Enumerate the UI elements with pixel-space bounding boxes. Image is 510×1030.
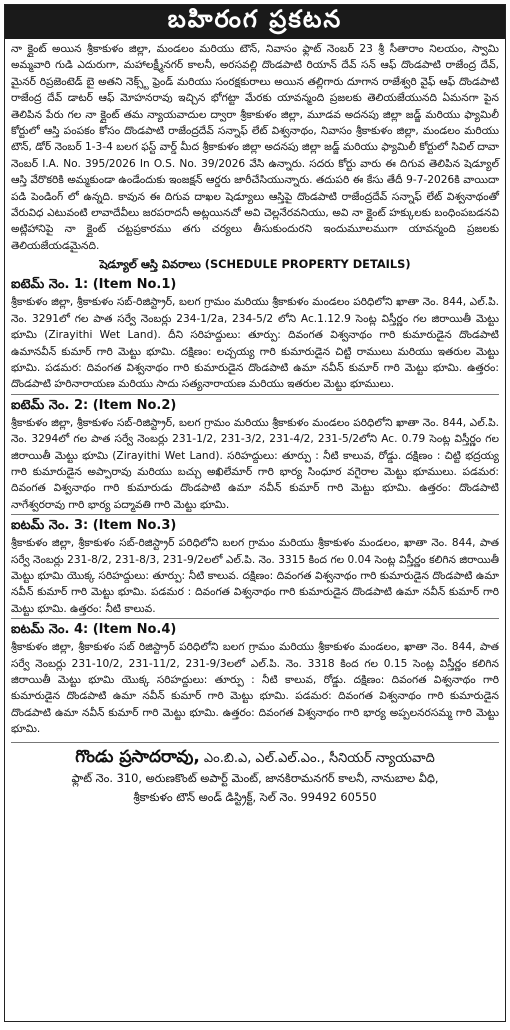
item-3-body: శ్రీకాకుళం జిల్లా, శ్రీకాకుళం సబ్-రిజిస్ట్రార్ పరిధిలోని బలగ గ్రామం మరియు శ్రీకాకుళం మండలం, ఖాతా నెం. 844, పాత సర్వే నెంబర్లు 231-8/2, 231-8/3, 231-9/2లలో ఎల్.పి. నెం. 3315 కింద గల 0.04 సెంట్ల విస్తీర్ణం కలిగిన జిరాయితీ మెట్టు భూమి యొక్క సరిహద్దులు: తూర్పు: నీటి కాలువ. దక్షిణం: దివంగత విశ్వనాథం గారి కుమారుడైన దొండపాటి ఉమా నవీన్ కుమార్ గారి మెట్టు భూమి. పడమర : దివంగత విశ్వనాథం గారి కుమారుడైన దొండపాటి ఉమా నవీన్ కుమార్ గారి మెట్టు భూమి. ఉత్తరం: నీటి కాలువ.	[11, 537, 499, 615]
item-2-heading: ఐటెమ్ నెం. 2: (Item No.2)	[11, 394, 499, 415]
item-1-heading: ఐటెమ్ నెం. 1: (Item No.1)	[11, 277, 177, 293]
advocate-name: గొండు ప్రసాదరావు,	[75, 746, 200, 767]
item-4-heading: ఐటమ్ నెం. 4: (Item No.4)	[11, 618, 499, 639]
item-3-heading: ఐటమ్ నెం. 3: (Item No.3)	[11, 514, 499, 535]
schedule-title: షెడ్యూల్ ఆస్తి వివరాలు (SCHEDULE PROPERTY DETAILS)	[99, 257, 411, 272]
notice-title: బహిరంగ ప్రకటన	[5, 5, 505, 39]
advocate-credentials: ఎం.బి.ఎ, ఎల్.ఎల్.ఎం., సీనియర్ న్యాయవాది	[199, 750, 435, 766]
advocate-signature	[11, 742, 499, 807]
item-2-body: శ్రీకాకుళం జిల్లా, శ్రీకాకుళం సబ్-రిజిస్ట్రార్, బలగ గ్రామం మరియు శ్రీకాకుళం మండలం పరిధిలోని ఖాతా నెం. 844, ఎల్.పి. నెం. 3294లో గల పాత సర్వే నెంబర్లు 231-1/2, 231-3/2, 231-4/2, 231-5/2లోని Ac. 0.79 సెంట్ల విస్తీర్ణం గల జిరాయితీ మెట్టు భూమి (Zirayithi Wet Land). సరిహద్దులు: తూర్పు : నీటి కాలువ, రోడ్డు. దక్షిణం : చిట్టి భద్రయ్య గారి కుమారుడైన అప్పారావు మరియు బచ్చు అఖిలేమార్ గారి భార్య సింధూర వగైరాల మెట్టు భూములు. పడమర: దివంగత విశ్వనాథం గారి కుమారుడు దొండపాటి ఉమా నవీన్ కుమార్ గారి మెట్టు భూమి. ఉత్తరం: దొండపాటి నాగేశ్వరరావు గారి భార్య పద్మావతి గారి మెట్టు భూమి.	[11, 416, 499, 511]
notice-content	[5, 39, 505, 807]
advocate-address-line-2: శ్రీకాకుళం టౌన్ అండ్ డిస్ట్రిక్ట్, సెల్ నెం. 99492 60550	[133, 789, 377, 804]
advocate-name-line	[11, 745, 499, 769]
advocate-address-line-1: ఫ్లాట్ నెం. 310, అరుణకొంట్ అపార్ట్ మెంట్, జానకిరామనగర్ కాలనీ, నానుబాల వీధి,	[71, 770, 439, 785]
item-1-body: శ్రీకాకుళం జిల్లా, శ్రీకాకుళం సబ్-రిజిస్ట్రార్, బలగ గ్రామం మరియు శ్రీకాకుళం మండలం పరిధిలోని ఖాతా నెం. 844, ఎల్.పి. నెం. 3291లో గల పాత సర్వే నెంబర్లు 234-1/2a, 234-5/2 లోని Ac.1.12.9 సెంట్ల విస్తీర్ణం గల జిరాయితీ మెట్టు భూమి (Zirayithi Wet Land). దీని సరిహద్దులు: తూర్పు: దివంగత విశ్వనాథం గారి కుమారుడైన దొండపాటి ఉమానవీన్ కుమార్ గారి మెట్టు భూమి. దక్షిణం: లచ్చయ్య గారి కుమారుడైన చిట్టి రాములు మరియు ఇతరుల మెట్టు భూమి. పడమర: దివంగత విశ్వనాథం గారి కుమారుడైన దొండపాటి ఉమా నవీన్ కుమార్ గారి మెట్టు భూమి. ఉత్తరం: దొండపాటి హరినారాయణ మరియు సాదు సత్యనారాయణ మరియు ఇతరుల మెట్టు భూములు.	[11, 296, 499, 391]
item-4-body: శ్రీకాకుళం జిల్లా, శ్రీకాకుళం సబ్ రిజిస్ట్రార్ పరిధిలోని బలగ గ్రామం మరియు శ్రీకాకుళం మండలం, ఖాతా నెం. 844, పాత సర్వే నెంబర్లు 231-10/2, 231-11/2, 231-9/3లలో ఎల్.పి. నెం. 3318 కింద గల 0.15 సెంట్ల విస్తీర్ణం కలిగిన జిరాయితీ మెట్టు భూమి యొక్క సరిహద్దులు: తూర్పు : నీటి కాలువ, రోడ్డు. దక్షిణం: దివంగత విశ్వనాథం గారి కుమారుడైన దొండపాటి ఉమా నవీన్ కుమార్ గారి మెట్టు భూమి. పడమర: దివంగత విశ్వనాథం గారి కుమారుడైన దొండపాటి ఉమా నవీన్ కుమార్ గారి మెట్టు భూమి. ఉత్తరం: దివంగత విశ్వనాథం గారి భార్య అప్పలనరసమ్మ గారి మెట్టు భూమి.	[11, 641, 499, 736]
public-notice	[4, 4, 506, 1022]
notice-intro-paragraph: నా క్లైంట్ అయిన శ్రీకాకుళం జిల్లా, మండలం మరియు టౌన్, నివాసం ఫ్లాట్ నెంబర్ 23 శ్రీ సీతారాం నిలయం, స్వామి అమ్మవారి గుడి ఎదురుగా, మహాలక్ష్మీనగర్ కాలనీ, అరసవల్లి దొండపాటి రియాన్ దేవ్ సన్ ఆఫ్ దొండపాటి రాజేంద్ర దేవ్, మైనర్ రిప్రజెంటెడ్ బై అతని నెక్స్ట్ ఫ్రెండ్ మరియు సంరక్షకురాలు అయిన తల్లిగారు దూగాన రాజేశ్వరి వైఫ్ ఆఫ్ దొండపాటి రాజేంద్ర దేవ్ డాటర్ ఆఫ్ మోహనరావు ఇచ్చిన భోగట్టా మేరకు యావన్మంది ప్రజలకు తెలియజేయునది ఏమనగా పైన తెలిపిన పేరు గల నా క్లైంట్ తమ న్యాయవాదుల ద్వారా శ్రీకాకుళం జిల్లా, మూడవ అదనపు జిల్లా జడ్జ్ మరియు ఫ్యామిలీ కోర్టులో ఆస్తి పంపకం కోసం దొండపాటి రాజేంద్రదేవ్ సన్నాఫ్ లేట్ విశ్వనాథం, నివాసం శ్రీకాకుళం జిల్లా, మండలం మరియు టౌన్, డోర్ నెంబర్ 1-3-4 బలగ ఫస్ట్ వార్డ్ మీద శ్రీకాకుళం జిల్లా అదనపు జిల్లా జడ్జ్ మరియు ఫ్యామిలీ కోర్టులో సివిల్ దావా నెంబర్ I.A. No. 395/2026 In O.S. No. 39/2026 వేసి ఉన్నారు. సదరు కోర్టు వారు ఈ దిగువ తెలిపిన షెడ్యూల్ ఆస్తి వేరొకరికి అమ్మకుండా ఉండేందుకు ఇంజక్షన్ ఆర్డరు జారీచేసియున్నారు. తదుపరి ఈ కేసు తేదీ 9-7-2026కి వాయిదా పడి పెండింగ్ లో ఉన్నది. కావున ఈ దిగువ దాఖల షెడ్యూలు ఆస్తిపై దొండపాటి రాజేంద్రదేవ్ సన్నాఫ్ లేట్ విశ్వనాథంతో వేరువిధ ఎటువంటి లావాదేవీలు జరపరాదనీ అట్లయినచో అవి చెల్లనేరవనియు, అవి నా క్లైంట్ హక్కులకు బంధింపబడనవి అట్లిహానిపై నా క్లైంట్ చట్టప్రకారము తగు చర్యలు తీసుకుందురని ఇందుమూలముగా యావన్మంది ప్రజలకు తెలియజేయడమైనది.	[11, 43, 499, 252]
